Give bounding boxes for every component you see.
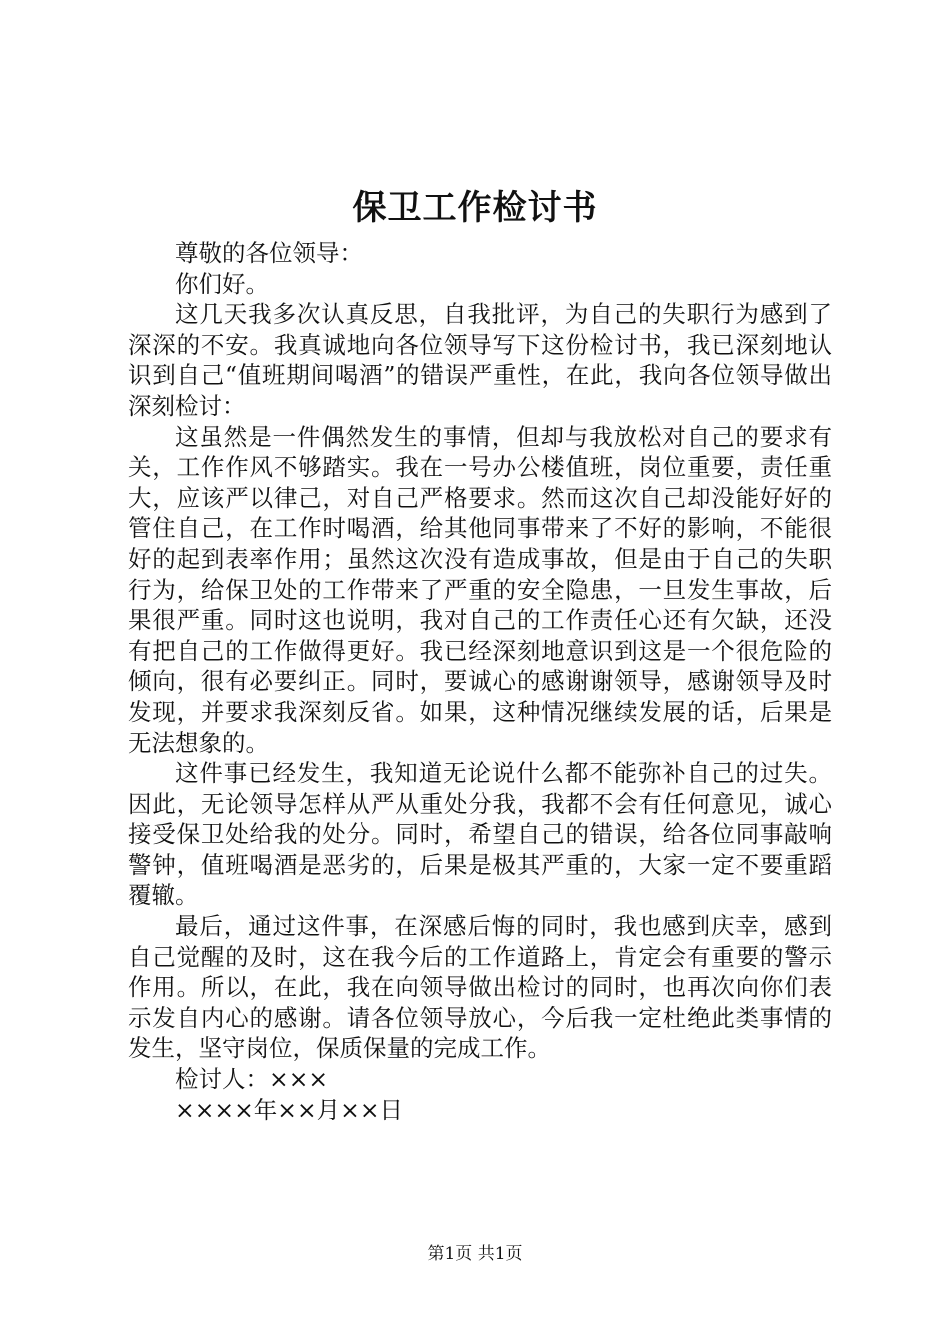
paragraph-3: 这件事已经发生，我知道无论说什么都不能弥补自己的过失。因此，无论领导怎样从严从重处分我，我都不会有任何意见，诚心接受保卫处给我的处分。同时，希望自己的错误，给各位同事敲响警钟，值班喝酒是恶劣的，后果是极其严重的，大家一定不要重蹈覆辙。	[128, 759, 832, 910]
greeting: 你们好。	[175, 269, 269, 298]
date: ××××年××月××日	[175, 1095, 404, 1124]
document-body	[128, 238, 832, 1125]
document-title: 保卫工作检讨书	[352, 188, 598, 228]
page-footer: 第1页 共1页	[427, 1244, 523, 1264]
salutation: 尊敬的各位领导：	[175, 239, 363, 267]
paragraph-4: 最后，通过这件事，在深感后悔的同时，我也感到庆幸，感到自己觉醒的及时，这在我今后的工作道路上，肯定会有重要的警示作用。所以，在此，我在向领导做出检讨的同时，也再次向你们表示发自内心的感谢。请各位领导放心，今后我一定杜绝此类事情的发生，坚守岗位，保质保量的完成工作。	[128, 912, 832, 1063]
paragraph-1: 这几天我多次认真反思，自我批评，为自己的失职行为感到了深深的不安。我真诚地向各位领导写下这份检讨书，我已深刻地认识到自己“值班期间喝酒”的错误严重性，在此，我向各位领导做出深刻检讨：	[128, 300, 832, 420]
signature: 检讨人：×××	[175, 1065, 329, 1094]
paragraph-2: 这虽然是一件偶然发生的事情，但却与我放松对自己的要求有关，工作作风不够踏实。我在一号办公楼值班，岗位重要，责任重大，应该严以律己，对自己严格要求。然而这次自己却没能好好的管住自己，在工作时喝酒，给其他同事带来了不好的影响，不能很好的起到表率作用；虽然这次没有造成事故，但是由于自己的失职行为，给保卫处的工作带来了严重的安全隐患，一旦发生事故，后果很严重。同时这也说明，我对自己的工作责任心还有欠缺，还没有把自己的工作做得更好。我已经深刻地意识到这是一个很危险的倾向，很有必要纠正。同时，要诚心的感谢谢领导，感谢领导及时发现，并要求我深刻反省。如果，这种情况继续发展的话，后果是无法想象的。	[128, 422, 832, 757]
